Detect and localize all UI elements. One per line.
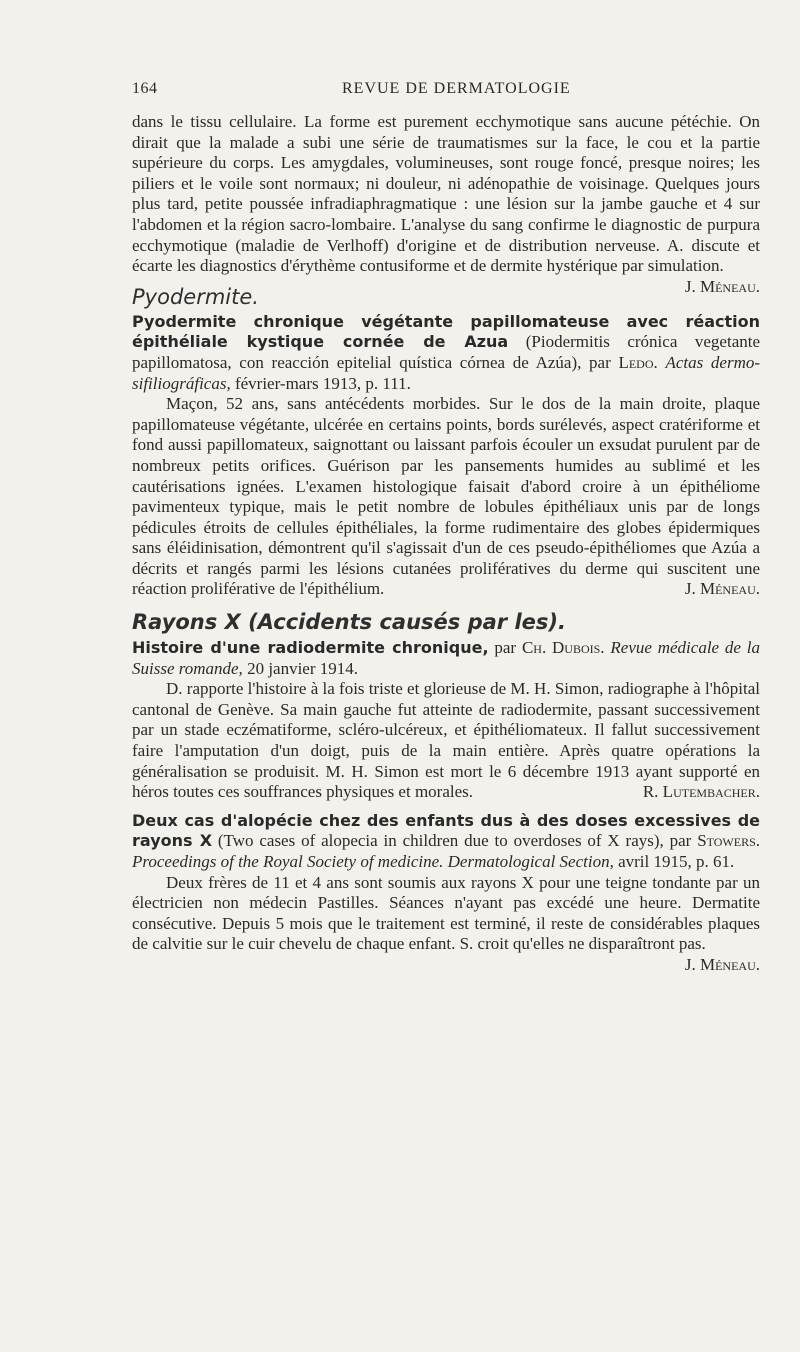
running-head xyxy=(132,72,760,112)
article-author: Stowers. xyxy=(697,831,761,851)
pyodermite-body xyxy=(132,394,760,600)
article-source: Actas dermo-sifiliográficas, xyxy=(132,352,761,393)
radiodermite-body xyxy=(132,679,760,803)
article-signature: J. Méneau. xyxy=(684,579,760,599)
alopecie-body xyxy=(132,872,760,974)
article-source-date: février-mars 1913, p. 111. xyxy=(234,373,411,393)
intro-signature: J. Méneau. xyxy=(684,276,760,296)
article-body: D. rapporte l'histoire à la fois triste et glorieuse de M. H. Simon, radiographe à l'hôpital cantonal de Genève. Sa main gauche fut atteinte de radiodermite, passant successivement par un stade eczématiforme, scléro-ulcéreux, et épithéliomateux. Il fallut successivement faire l'amputation d'un doigt, puis de la main entière. Après quatre opérations la généralisation se produisit. M. H. Simon est mort le 6 décembre 1913 ayant supporté en héros toutes ces souffrances physiques et morales. xyxy=(132,679,760,802)
intro-text: dans le tissu cellulaire. La forme est purement ecchymotique sans aucune pétéchie. On dirait que la malade a subi une série de traumatismes sur la face, le cou et la partie supérieure du corps. Les amygdales, volumineuses, sont rouge foncé, presque noires; les piliers et le voile sont normaux; ni douleur, ni adénopathie de voisinage. Quelques jours plus tard, petite poussée infradiaphragmatique : une lésion sur la jambe gauche et 4 sur l'abdomen et la région sacro-lombaire. L'analyse du sang confirme le diagnostic de purpura ecchymotique (maladie de Verlhoff) d'origine et de distribution nerveuse. A. discute et écarte les diagnostics d'érythème contusiforme et de dermite hystérique par simulation. xyxy=(132,112,760,276)
page-number: 164 xyxy=(132,80,158,97)
article-source: Proceedings of the Royal Society of medicine. Dermatological Section, xyxy=(132,852,614,871)
pyodermite-citation xyxy=(132,312,760,394)
article-signature: J. Méneau. xyxy=(684,954,760,974)
article-title: Deux cas d'alopécie chez des enfants dus à des doses excessives de rayons X xyxy=(132,810,760,851)
intro-paragraph xyxy=(132,112,760,296)
article-source: Revue médicale de la Suisse romande, xyxy=(132,638,761,678)
spacer xyxy=(132,803,760,811)
section-heading-pyodermite: Pyodermite. xyxy=(132,284,259,309)
section-heading-rayons-x: Rayons X (Accidents causés par les). xyxy=(132,610,566,635)
article-body: Maçon, 52 ans, sans antécédents morbides. Sur le dos de la main droite, plaque papillomateuse végétante, ulcérée en certains points, bords surélevés, aspect cratériforme et fond aussi papillomateux, saignottant ou laissant parfois écouler un exsudat purulent par de nombreux petits orifices. Guérison par les pansements humides au sublimé et les cautérisations ignées. L'examen histologique faisait d'abord croire à un épithéliome pavimenteux typique, mais le petit nombre de lobules épithéliaux unis par de longs pédicules étroits de cellules épithéliales, la forme rudimentaire des globes épidermiques sans éléidinisation, démontrent qu'il s'agissait d'un de ces pseudo-épithéliomes que Azúa a décrits et rangés parmi les lésions cutanées prolifératives du derme qui suscitent une réaction proliférative de l'épithélium. xyxy=(132,394,760,599)
article-ref: (Two cases of alopecia in children due to overdoses of X rays), par xyxy=(217,831,692,851)
article-ref: (Piodermitis crónica vegetante papillomatosa, con reacción epitelial quística córnea de Azúa), par xyxy=(132,332,761,372)
article-by: par xyxy=(494,638,517,658)
article-author: Ch. Dubois. xyxy=(521,638,605,658)
article-source-date: 20 janvier 1914. xyxy=(247,658,359,678)
article-author: Ledo. xyxy=(618,352,658,372)
alopecie-citation xyxy=(132,811,760,873)
radiodermite-citation xyxy=(132,638,760,679)
article-source-date: avril 1915, p. 61. xyxy=(618,852,735,871)
article-title: Histoire d'une radiodermite chronique, xyxy=(132,638,489,658)
article-body: Deux frères de 11 et 4 ans sont soumis aux rayons X pour une teigne tondante par un électricien non médecin Pastilles. Séances n'ayant pas excédé une heure. Dermatite consécutive. Depuis 5 mois que le traitement est terminé, il reste de considérables plaques de calvitie sur le cuir chevelu de chaque enfant. S. croit qu'elles ne disparaîtront pas. xyxy=(132,872,760,954)
article-signature: R. Lutembacher. xyxy=(642,782,760,802)
article-title: Pyodermite chronique végétante papillomateuse avec réaction épithéliale kystique cornée de Azua xyxy=(132,311,760,352)
journal-title: REVUE DE DERMATOLOGIE xyxy=(342,80,571,97)
